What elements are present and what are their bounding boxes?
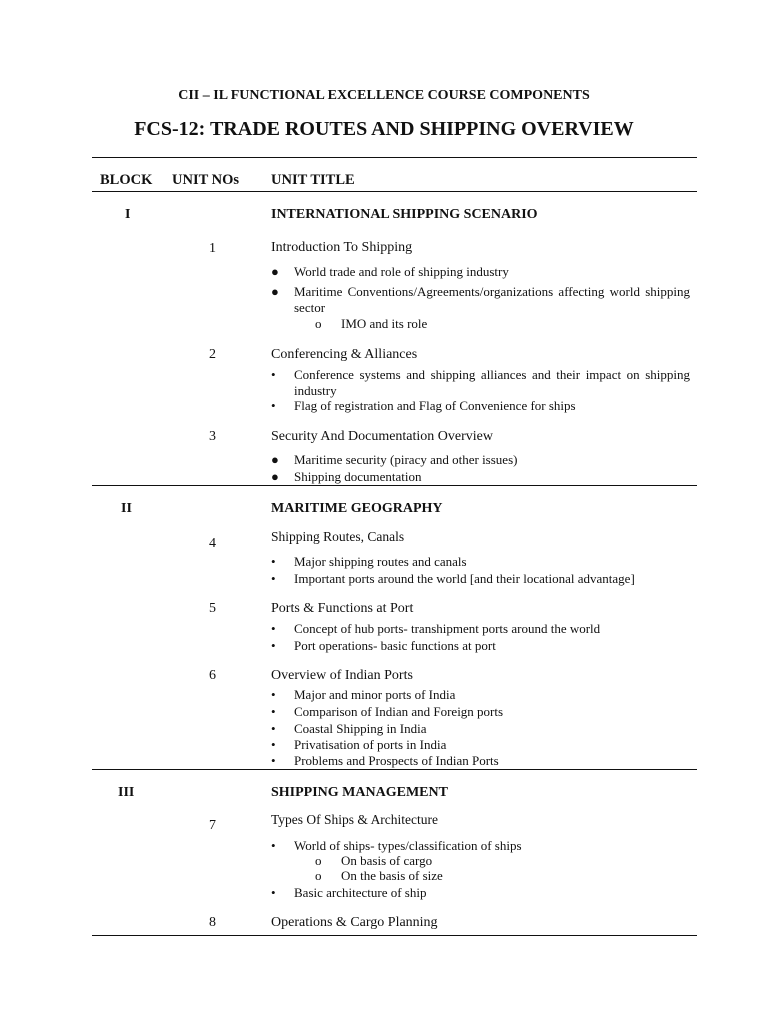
bullet-icon: • (271, 571, 276, 586)
bullet-icon: • (271, 621, 276, 636)
list-item-text: Flag of registration and Flag of Convenience for ships (294, 398, 576, 413)
sub-list-item (315, 316, 427, 332)
course-components-heading: CII – IL FUNCTIONAL EXCELLENCE COURSE COMPONENTS (178, 88, 590, 103)
bullet-icon: • (271, 687, 276, 702)
bullet-icon: • (271, 838, 276, 853)
page-title: FCS-12: TRADE ROUTES AND SHIPPING OVERVIEW (134, 118, 634, 140)
bullet-icon: ● (271, 284, 279, 299)
unit-number: 3 (209, 429, 216, 444)
list-item (271, 638, 690, 654)
unit-title: Operations & Cargo Planning (271, 915, 438, 930)
block-divider (92, 769, 697, 770)
block-title: INTERNATIONAL SHIPPING SCENARIO (271, 207, 538, 222)
column-header-unit-nos: UNIT NOs (172, 172, 240, 188)
circle-bullet-icon: o (315, 316, 322, 331)
circle-bullet-icon: o (315, 853, 322, 868)
sub-list-item-text: On the basis of size (341, 868, 443, 883)
list-item-text: Basic architecture of ship (294, 885, 427, 900)
list-item (271, 469, 690, 485)
list-item-text: Comparison of Indian and Foreign ports (294, 704, 504, 719)
list-item-text: World of ships- types/classification of ships (294, 838, 522, 853)
sub-list-item-text: IMO and its role (341, 316, 428, 331)
bullet-icon: ● (271, 469, 279, 484)
circle-bullet-icon: o (315, 868, 322, 883)
list-item-text: Concept of hub ports- transhipment ports around the world (294, 621, 601, 636)
list-item-text: Port operations- basic functions at port (294, 638, 496, 653)
bullet-icon: • (271, 885, 276, 900)
bullet-icon: • (271, 638, 276, 653)
list-item (271, 284, 690, 316)
list-item (271, 367, 690, 399)
unit-title: Conferencing & Alliances (271, 347, 418, 362)
list-item-text: Major shipping routes and canals (294, 554, 467, 569)
unit-number: 1 (209, 241, 216, 256)
list-item (271, 398, 690, 414)
sub-list-item (315, 868, 443, 884)
table-bottom-rule (92, 935, 697, 936)
list-item (271, 452, 690, 468)
block-title: MARITIME GEOGRAPHY (271, 501, 443, 516)
unit-title: Introduction To Shipping (271, 240, 413, 255)
bullet-icon: • (271, 704, 276, 719)
unit-title: Overview of Indian Ports (271, 668, 413, 683)
unit-title: Security And Documentation Overview (271, 429, 494, 444)
unit-number: 2 (209, 347, 216, 362)
list-item-text: Privatisation of ports in India (294, 737, 447, 752)
sub-list-item-text: On basis of cargo (341, 853, 433, 868)
unit-number: 5 (209, 601, 216, 616)
list-item-text: Coastal Shipping in India (294, 721, 427, 736)
bullet-icon: • (271, 737, 276, 752)
block-number: II (121, 501, 132, 516)
list-item-text: Maritime Conventions/Agreements/organizations affecting world shipping sector (294, 284, 690, 315)
bullet-icon: ● (271, 452, 279, 467)
list-item (271, 687, 690, 703)
list-item-text: Maritime security (piracy and other issues) (294, 452, 518, 467)
bullet-icon: • (271, 554, 276, 569)
block-divider (92, 485, 697, 486)
list-item-text: Important ports around the world [and their locational advantage] (294, 571, 635, 586)
unit-number: 7 (209, 818, 216, 833)
list-item-text: Major and minor ports of India (294, 687, 456, 702)
table-header-rule (92, 191, 697, 192)
block-number: III (118, 785, 135, 800)
sub-list-item (315, 853, 432, 869)
bullet-icon: ● (271, 264, 279, 279)
block-title: SHIPPING MANAGEMENT (271, 785, 448, 800)
bullet-icon: • (271, 367, 276, 382)
bullet-icon: • (271, 721, 276, 736)
list-item (271, 721, 690, 737)
list-item (271, 554, 690, 570)
list-item (271, 753, 690, 769)
bullet-icon: • (271, 753, 276, 768)
unit-title: Ports & Functions at Port (271, 601, 414, 616)
list-item-text: Problems and Prospects of Indian Ports (294, 753, 499, 768)
bullet-icon: • (271, 398, 276, 413)
list-item (271, 885, 690, 901)
block-number: I (125, 207, 131, 222)
list-item-text: World trade and role of shipping industry (294, 264, 509, 279)
unit-title: Shipping Routes, Canals (271, 529, 405, 544)
column-header-unit-title: UNIT TITLE (271, 172, 355, 188)
list-item (271, 838, 690, 854)
unit-number: 4 (209, 536, 216, 551)
list-item-text: Conference systems and shipping alliances and their impact on shipping industry (294, 367, 690, 398)
unit-number: 8 (209, 915, 216, 930)
list-item (271, 704, 690, 720)
list-item (271, 264, 690, 280)
unit-number: 6 (209, 668, 216, 683)
table-top-rule (92, 157, 697, 158)
column-header-block: BLOCK (100, 172, 153, 188)
unit-title: Types Of Ships & Architecture (271, 812, 439, 827)
list-item (271, 571, 690, 587)
list-item-text: Shipping documentation (294, 469, 422, 484)
list-item (271, 621, 690, 637)
list-item (271, 737, 690, 753)
